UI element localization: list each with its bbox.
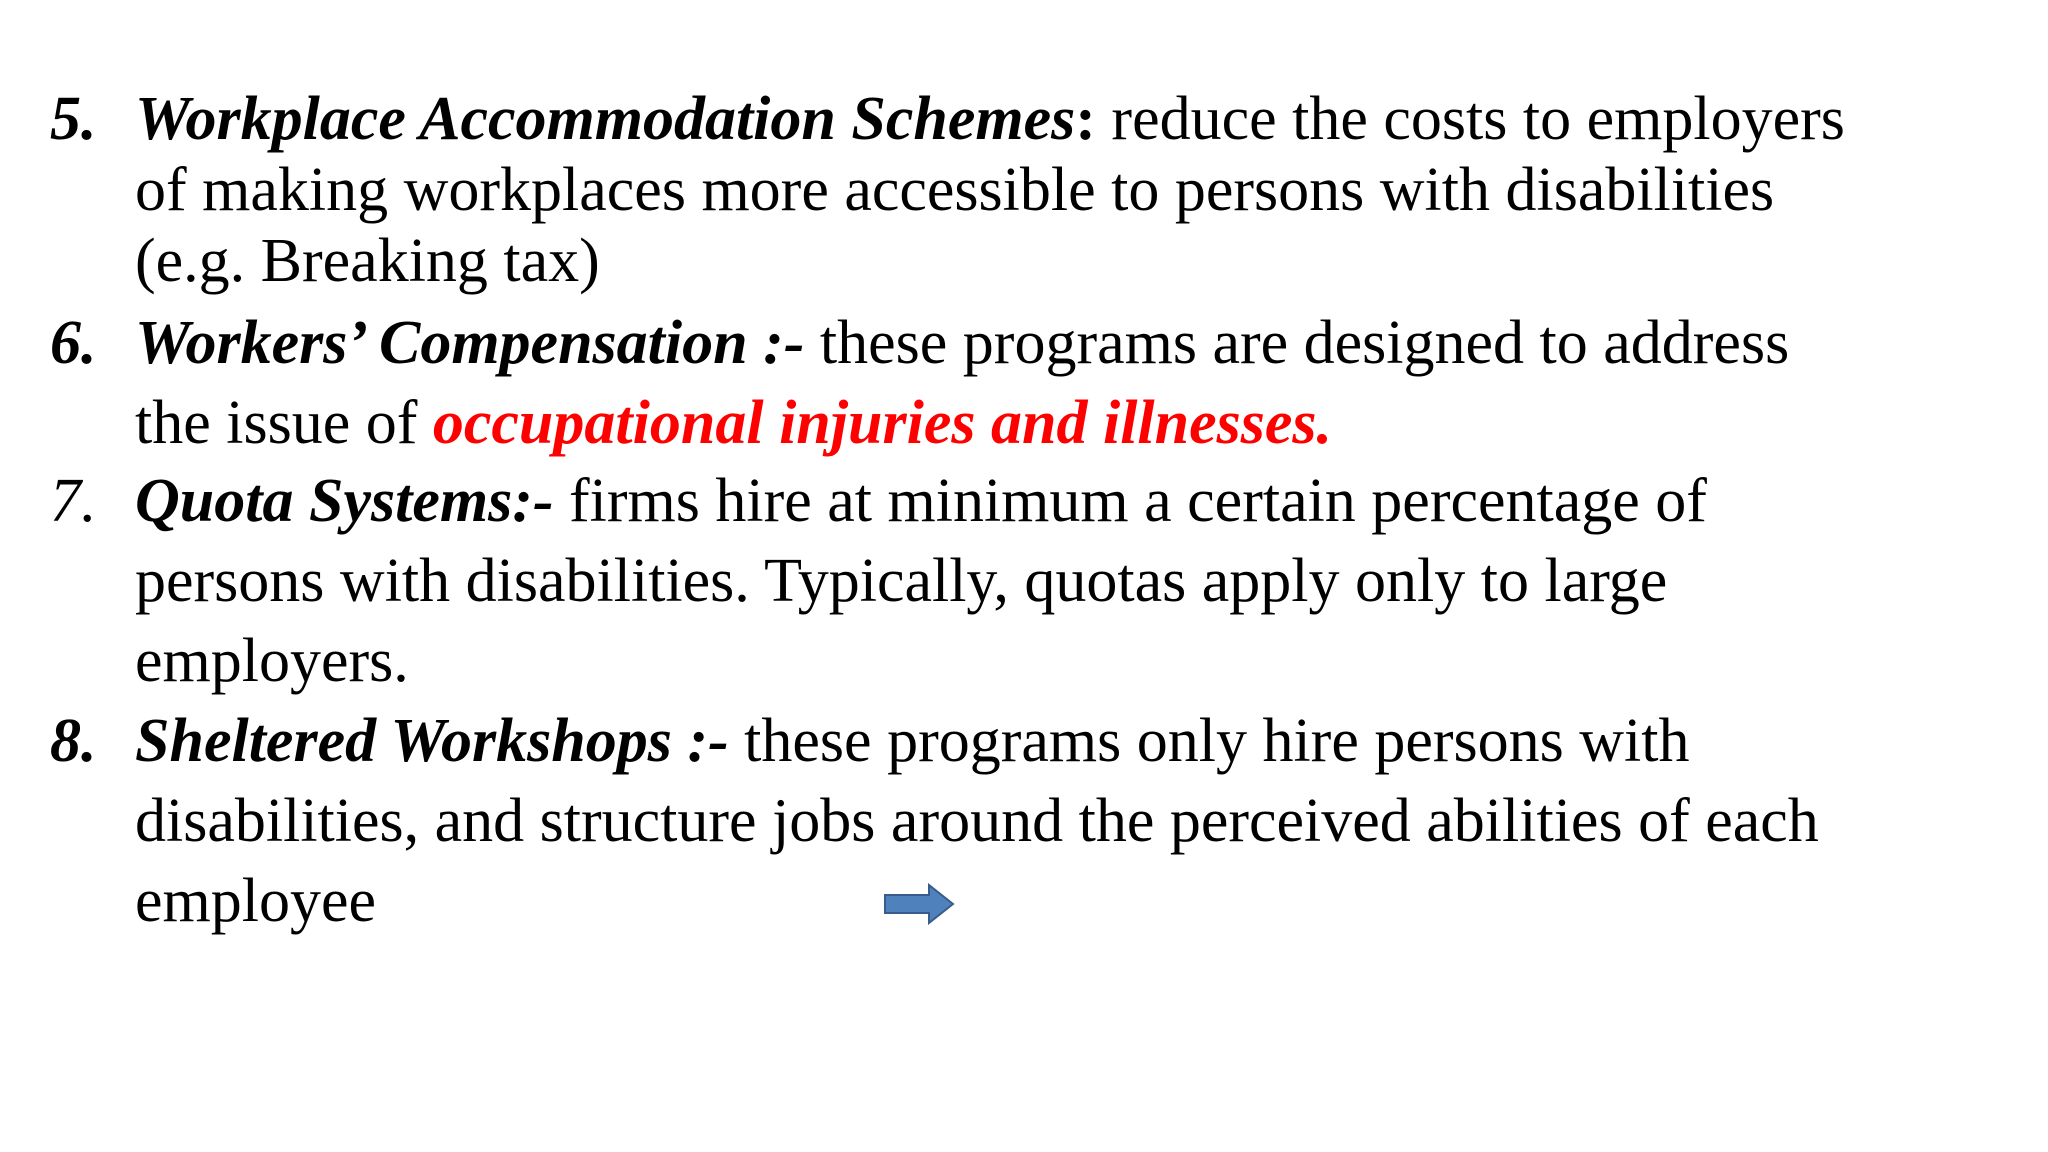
item-line [135, 309, 1790, 377]
item-line [135, 467, 1707, 535]
item-number: 8. [50, 707, 97, 775]
item-line: disabilities, and structure jobs around the perceived abilities of each [135, 787, 1819, 855]
item-term: Workers’ Compensation :- [135, 309, 805, 377]
item-number: 6. [50, 309, 97, 377]
item-line [135, 389, 1333, 457]
item-line: (e.g. Breaking tax) [135, 227, 600, 295]
item-line: of making workplaces more accessible to persons with disabilities [135, 156, 1775, 224]
item-term: Workplace Accommodation Schemes [135, 85, 1076, 153]
highlighted-text: occupational injuries and illnesses. [432, 389, 1333, 457]
item-text: firms hire at minimum a certain percentage of [553, 467, 1707, 535]
item-line: employers. [135, 627, 409, 695]
item-term: Sheltered Workshops :- [135, 707, 729, 775]
item-number: 5. [50, 85, 97, 153]
item-line: persons with disabilities. Typically, quotas apply only to large [135, 547, 1668, 615]
item-term: Quota Systems:- [135, 467, 554, 535]
item-number: 7. [50, 467, 97, 535]
item-text: reduce the costs to employers [1095, 85, 1845, 153]
right-arrow-icon[interactable] [883, 883, 955, 925]
item-line: employee [135, 867, 377, 935]
item-separator: : [1075, 85, 1096, 153]
item-text: the issue of [135, 389, 433, 457]
item-text: these programs only hire persons with [728, 707, 1690, 775]
item-line [135, 85, 1845, 153]
item-text: these programs are designed to address [804, 309, 1790, 377]
item-line [135, 707, 1690, 775]
